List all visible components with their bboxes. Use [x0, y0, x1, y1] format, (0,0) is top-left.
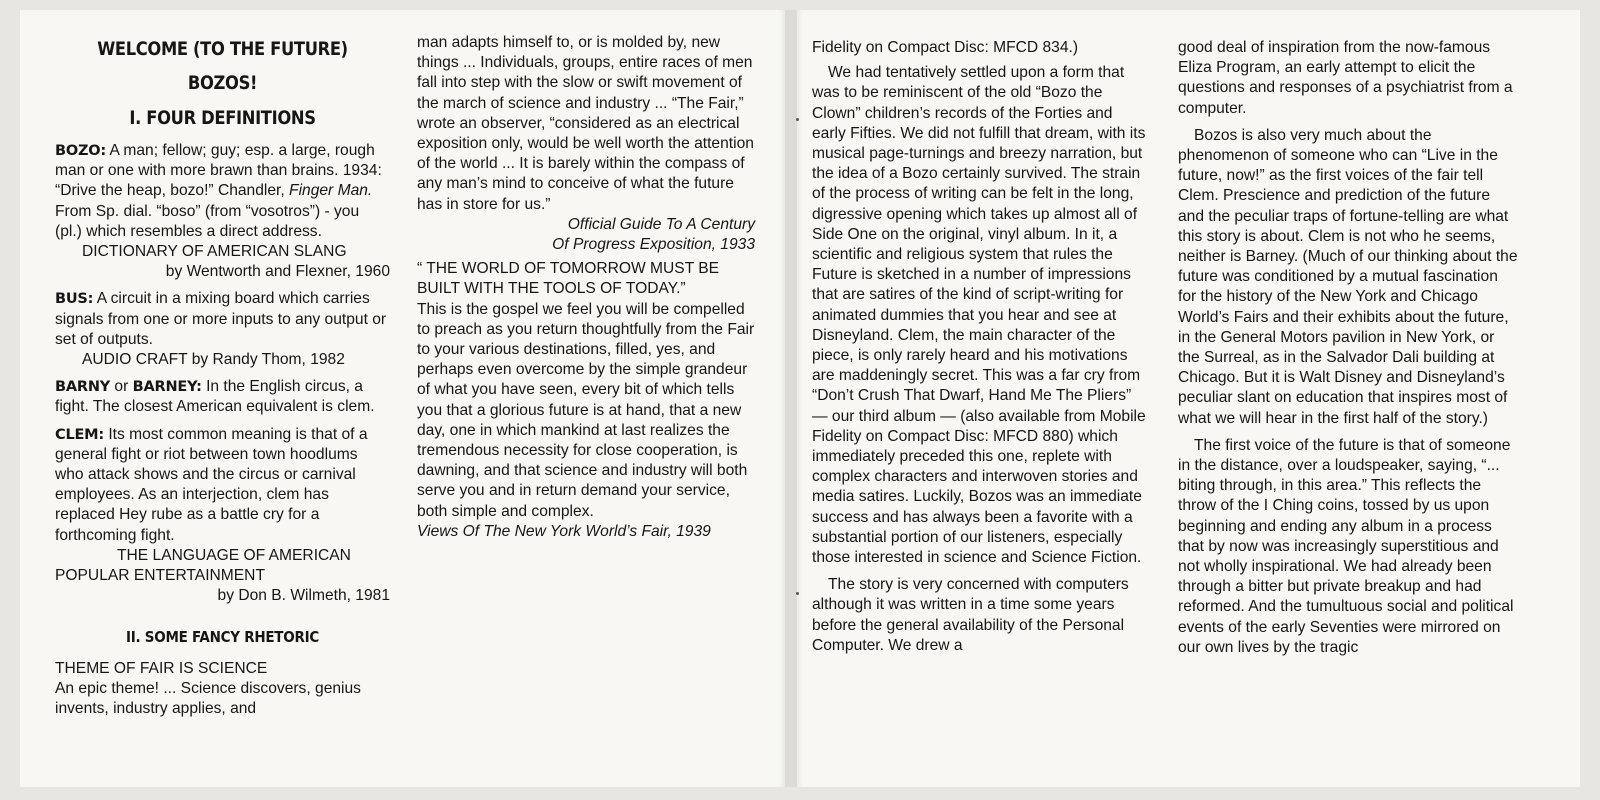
- citation-1-line-2: Of Progress Exposition, 1933: [552, 236, 755, 254]
- title-line-2: BOZOS!: [187, 72, 258, 94]
- column-4: [1178, 38, 1518, 658]
- col4-paragraph-0: good deal of inspiration from the now-famous Eliza Program, an early attempt to elicit the questions and responses of a psychiatrist from a computer.: [1178, 39, 1513, 117]
- bus-source: AUDIO CRAFT by Randy Thom, 1982: [82, 351, 345, 369]
- right-page: [797, 10, 1580, 787]
- bozo-italic: Finger Man.: [289, 182, 373, 200]
- bus-text: A circuit in a mixing board which carries signals from one or more inputs to any output or set of outputs.: [55, 290, 387, 348]
- theme-text: An epic theme! ... Science discovers, genius invents, industry applies, and: [55, 679, 361, 718]
- theme-heading: THEME OF FAIR IS SCIENCE: [55, 659, 268, 677]
- title-line-1: WELCOME (TO THE FUTURE): [97, 38, 348, 60]
- clem-source-2: POPULAR ENTERTAINMENT: [55, 567, 265, 585]
- world-of-tomorrow-quote: “ THE WORLD OF TOMORROW MUST BE BUILT WITH THE TOOLS OF TODAY.”: [417, 260, 720, 298]
- section-heading-rhetoric: II. SOME FANCY RHETORIC: [126, 628, 319, 647]
- term-barney: BARNEY:: [132, 379, 202, 396]
- clem-source-3: by Don B. Wilmeth, 1981: [217, 587, 390, 605]
- column-1: [55, 37, 390, 719]
- staple-mark-top: [796, 118, 799, 121]
- section-heading-definitions: I. FOUR DEFINITIONS: [129, 107, 316, 129]
- rhetoric-paragraph-1: man adapts himself to, or is molded by, new things ... Individuals, groups, entire races of men fall into step with the slow or swift movement of the march of science and industry ... “The Fair,” wrote an observer, “considered as an electrical exposition only, would be well worth the attention of the world ... It is barely within the compass of any man’s mind to conceive of what the future has in store for us.”: [417, 34, 754, 213]
- definition-barney: [55, 377, 390, 417]
- barney-or: or: [110, 378, 133, 396]
- bozo-source-2: by Wentworth and Flexner, 1960: [165, 263, 390, 281]
- left-page: [20, 10, 785, 787]
- clem-text: Its most common meaning is that of a general fight or riot between town hoodlums who attack shows and the circus or carnival employees. As an interjection, clem has replaced Hey rube as a battle cry for a forthcoming fight.: [55, 425, 368, 544]
- citation-2: Views Of The New York World’s Fair, 1939: [417, 522, 711, 540]
- bozo-text-a: A man; fellow; guy; esp. a large, rough man or one with more brawn than brains. 1934: “Drive the heap, bozo!” Chandler,: [55, 142, 382, 200]
- bozo-text-b: From Sp. dial. “boso” (from “vosotros”) - you (pl.) which resembles a direct address.: [55, 202, 360, 240]
- clem-source-1: THE LANGUAGE OF AMERICAN: [117, 546, 351, 564]
- column-3: [812, 38, 1147, 656]
- staple-mark-bottom: [796, 592, 799, 595]
- rhetoric-paragraph-2: This is the gospel we feel you will be compelled to preach as you return thoughtfully from the Fair to your various destinations, filled, yes, and perhaps even overcome by the simple grandeur of what you have seen, every bit of which tells you that a glorious future is at hand, that a new day, one in which mankind at last realizes the tremendous necessity for close cooperation, is dawning, and that science and industry will both serve you and in return demand your service, both simple and complex.: [417, 300, 755, 520]
- book-gutter: [785, 10, 797, 787]
- definition-bozo: [55, 141, 390, 242]
- col3-paragraph-1: We had tentatively settled upon a form that was to be reminiscent of the old “Bozo the Clown” children’s records of the Forties and early Fifties. We did not fulfill that dream, with its musical page-turnings and breezy narration, but the idea of a Bozo certainly survived. The strain of the process of writing can be felt in the long, digressive opening which takes up almost all of Side One on the original, vinyl album. In it, a scientific and religious system that rules the Future is sketched in a number of impressions that are satires of the kind of script-writing for animated dummies that you hear and see at Disneyland. Clem, the main character of the piece, is only rarely heard and his motivations are maddeningly secret. This was a far cry from “Don’t Crush That Dwarf, Hand Me The Pliers” — our third album — (also available from Mobile Fidelity on Compact Disc: MFCD 880) which immediately preceded this one, replete with complex characters and interwoven stories and media satires. Luckily, Bozos was an immediate success and has always been a favorite with a substantial portion of our listeners, especially those interested in science and Science Fiction.: [812, 64, 1146, 567]
- term-bozo: BOZO:: [55, 143, 107, 159]
- term-barny: BARNY: [55, 379, 111, 396]
- definition-bus: [55, 289, 390, 350]
- term-clem: CLEM:: [55, 426, 105, 443]
- bozo-source-1: DICTIONARY OF AMERICAN SLANG: [82, 243, 347, 261]
- barney-text: In the English circus, a fight. The closest American equivalent is clem.: [55, 378, 375, 416]
- definition-clem: [55, 425, 390, 546]
- col3-paragraph-2: The story is very concerned with computers although it was written in a time some years before the general availability of the Personal Computer. We drew a: [812, 576, 1129, 654]
- citation-1-line-1: Official Guide To A Century: [567, 215, 755, 233]
- col3-paragraph-0: Fidelity on Compact Disc: MFCD 834.): [812, 39, 1079, 56]
- col4-paragraph-2: The first voice of the future is that of someone in the distance, over a loudspeaker, saying, “... biting through, in this area.” This reflects the throw of the I Ching coins, tossed by us upon beginning and ending any album in a process that by now was increasingly superstitious and not wholly inspirational. We had already been through a bitter but private breakup and had reformed. And the tumultuous social and political events of the early Seventies were mirrored on our own lives by the tragic: [1178, 436, 1514, 656]
- column-2: [417, 33, 755, 542]
- col4-paragraph-1: Bozos is also very much about the phenomenon of someone who can “Live in the future, now!” as the first voices of the fair tell Clem. Prescience and prediction of the future and the peculiar traps of fortune-telling are what this story is about. Clem is not who he seems, neither is Barney. (Much of our thinking about the future was conditioned by a mutual fascination for the history of the New York and Chicago World’s Fairs and their exhibits about the future, in the General Motors pavilion in New York, or the Surreal, as in the Salvador Dali building at Chicago. But it is Walt Disney and Disneyland’s peculiar slant on education that inspires most of what we will hear in the first half of the story.): [1178, 126, 1518, 427]
- term-bus: BUS:: [55, 291, 94, 308]
